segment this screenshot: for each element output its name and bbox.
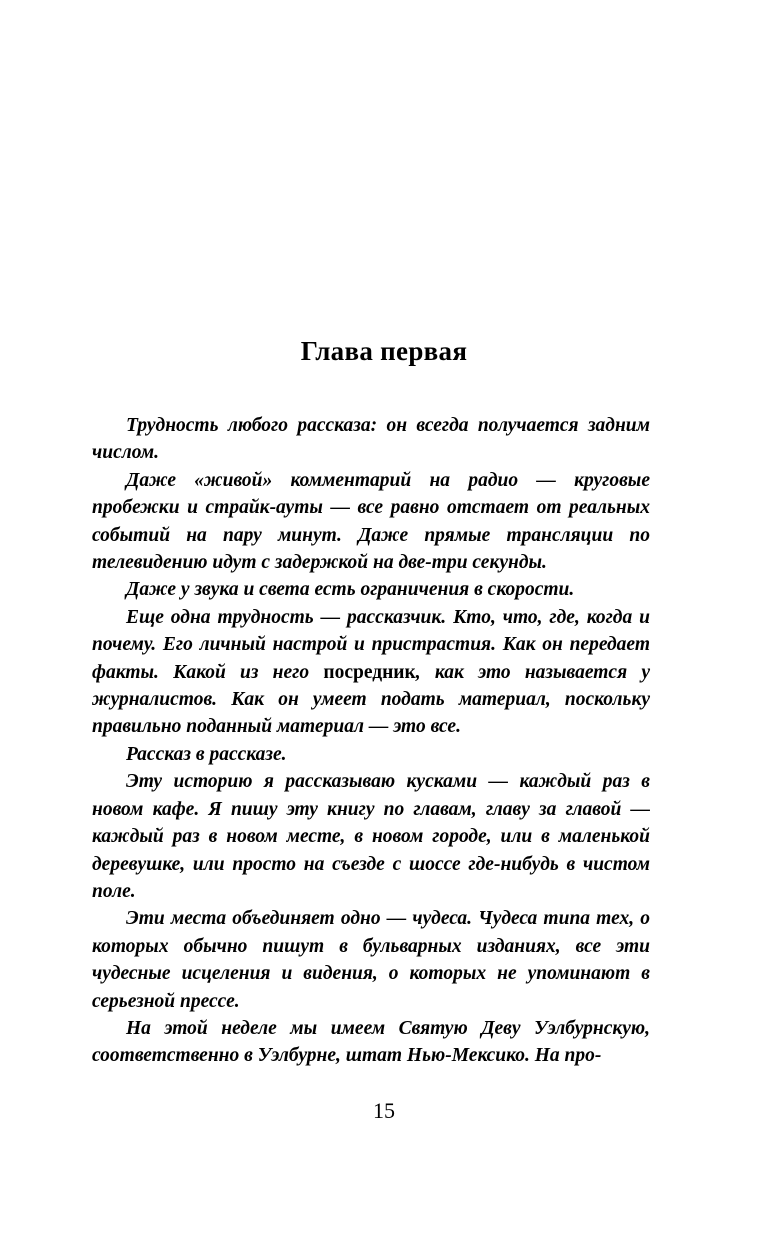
paragraph-text: Еще одна трудность — рассказчик. Кто, что, где, когда и почему. Его личный настрой и пристрастия. Как он передает факты. Какой из него — [92, 606, 650, 683]
paragraph: Даже у звука и света есть ограничения в скорости. — [126, 579, 575, 601]
page-number: 15 — [373, 1098, 395, 1123]
paragraph: Эту историю я рассказываю кусками — каждый раз в новом кафе. Я пишу эту книгу по главам, главу за главой — каждый раз в новом месте, в новом городе, или в маленькой деревушке, или просто на съезде с шоссе где-нибудь в чистом поле. — [92, 771, 650, 902]
chapter-title: Глава первая — [300, 336, 468, 366]
paragraph: На этой неделе мы имеем Святую Деву Уэлбурнскую, соответственно в Уэлбурне, штат Нью-Мексико. На про- — [92, 1017, 650, 1067]
paragraph: Трудность любого рассказа: он всегда получается задним числом. — [92, 415, 650, 464]
emphasized-word: посредник — [323, 661, 416, 683]
paragraph — [92, 604, 650, 741]
paragraph-text: , как это называется у журналистов. Как он умеет подать материал, поскольку правильно поданный материал — это все. — [92, 661, 650, 738]
paragraph: Рассказ в рассказе. — [126, 743, 287, 765]
paragraph: Эти места объединяет одно — чудеса. Чудеса типа тех, о которых обычно пишут в бульварных изданиях, все эти чудесные исцеления и видения, о которых не упоминают в серьезной прессе. — [92, 908, 650, 1012]
paragraph: Даже «живой» комментарий на радио — круговые пробежки и страйк-ауты — все равно отстает от реальных событий на пару минут. Даже прямые трансляции по телевидению идут с задержкой на две-три секунды. — [92, 469, 650, 574]
chapter-body — [92, 412, 650, 1070]
